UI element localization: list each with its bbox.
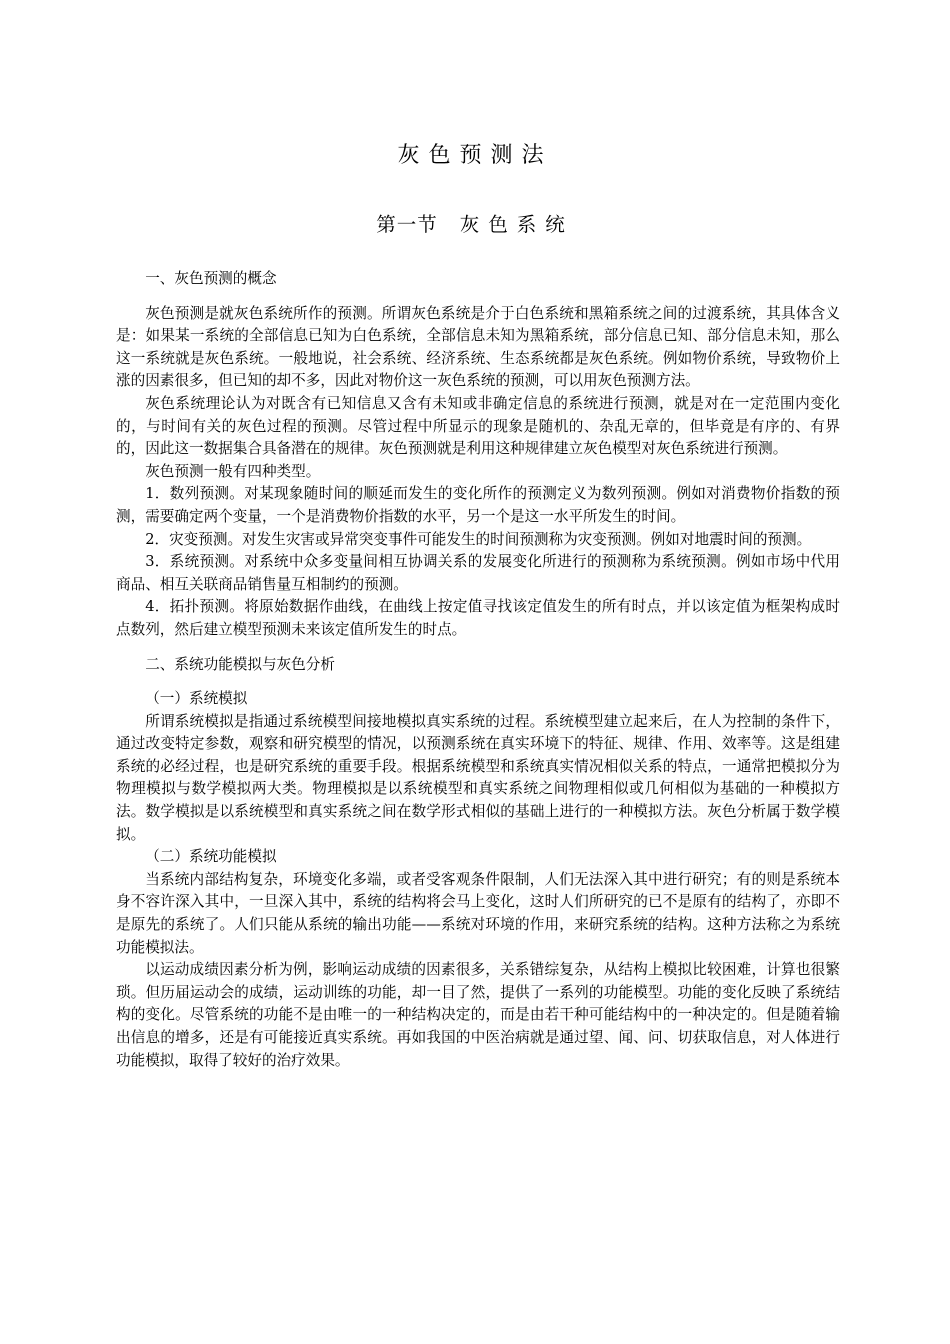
list-item-disaster-forecast: 2．灾变预测。对发生灾害或异常突变事件可能发生的时间预测称为灾变预测。例如对地震时间的预测。 [145,530,812,548]
document-title: 灰色预测法 [397,143,553,168]
paragraph: 灰色预测是就灰色系统所作的预测。所谓灰色系统是介于白色系统和黑箱系统之间的过渡系统，其具体含义是：如果某一系统的全部信息已知为白色系统，全部信息未知为黑箱系统，部分信息已知、部分信息未知，那么这一系统就是灰色系统。一般地说，社会系统、经济系统、生态系统都是灰色系统。例如物价系统，导致物价上涨的因素很多，但已知的却不多，因此对物价这一灰色系统的预测，可以用灰色预测方法。 [116,304,840,390]
paragraph: 所谓系统模拟是指通过系统模型间接地模拟真实系统的过程。系统模型建立起来后，在人为控制的条件下，通过改变特定参数，观察和研究模型的情况，以预测系统在真实环境下的特征、规律、作用、效率等。这是组建系统的必经过程，也是研究系统的重要手段。根据系统模型和系统真实情况相似关系的特点，一通常把模拟分为物理模拟与数学模拟两大类。物理模拟是以系统模型和真实系统之间物理相似或几何相似为基础的一种模拟方法。数学模拟是以系统模型和真实系统之间在数学形式相似的基础上进行的一种模拟方法。灰色分析属于数学模拟。 [116,712,840,843]
section-name: 灰色系统 [459,213,574,236]
paragraph: 以运动成绩因素分析为例，影响运动成绩的因素很多，关系错综复杂，从结构上模拟比较困难，计算也很繁琐。但历届运动会的成绩，运动训练的功能，却一目了然，提供了一系列的功能模型。功能的变化反映了系统结构的变化。尽管系统的功能不是由唯一的一种结构决定的，而是由若干种可能结构中的一种决定的。但是随着输出信息的增多，还是有可能接近真实系统。再如我国的中医治病就是通过望、闻、问、切获取信息，对人体进行功能模拟，取得了较好的治疗效果。 [116,961,840,1069]
paragraph: 灰色预测一般有四种类型。 [145,462,321,480]
subheading-function-simulation: （二）系统功能模拟 [145,848,277,866]
heading-grey-forecast-concept: 一、灰色预测的概念 [145,270,277,287]
document-body [116,268,840,1072]
section-title [0,211,950,239]
section-number: 第一节 [376,213,438,236]
paragraph: 灰色系统理论认为对既含有已知信息又含有未知或非确定信息的系统进行预测，就是对在一定范围内变化的，与时间有关的灰色过程的预测。尽管过程中所显示的现象是随机的、杂乱无章的，但毕竟是有序的、有界的，因此这一数据集合具备潜在的规律。灰色预测就是利用这种规律建立灰色模型对灰色系统进行预测。 [116,394,840,458]
list-item-system-forecast: 3．系统预测。对系统中众多变量间相互协调关系的发展变化所进行的预测称为系统预测。例如市场中代用商品、相互关联商品销售量互相制约的预测。 [116,553,840,593]
list-item-sequence-forecast: 1．数列预测。对某现象随时间的顺延而发生的变化所作的预测定义为数列预测。例如对消费物价指数的预测，需要确定两个变量，一个是消费物价指数的水平，另一个是这一水平所发生的时间。 [116,485,840,525]
paragraph: 当系统内部结构复杂，环境变化多端，或者受客观条件限制，人们无法深入其中进行研究；有的则是系统本身不容许深入其中，一旦深入其中，系统的结构将会马上变化，这时人们所研究的已不是原有的结构了，亦即不是原先的系统了。人们只能从系统的输出功能——系统对环境的作用，来研究系统的结构。这种方法称之为系统功能模拟法。 [116,870,840,956]
heading-system-function-simulation: 二、系统功能模拟与灰色分析 [145,655,335,673]
list-item-topology-forecast: 4．拓扑预测。将原始数据作曲线，在曲线上按定值寻找该定值发生的所有时点，并以该定值为框架构成时点数列，然后建立模型预测未来该定值所发生的时点。 [116,598,840,638]
subheading-system-simulation: （一）系统模拟 [145,690,248,708]
